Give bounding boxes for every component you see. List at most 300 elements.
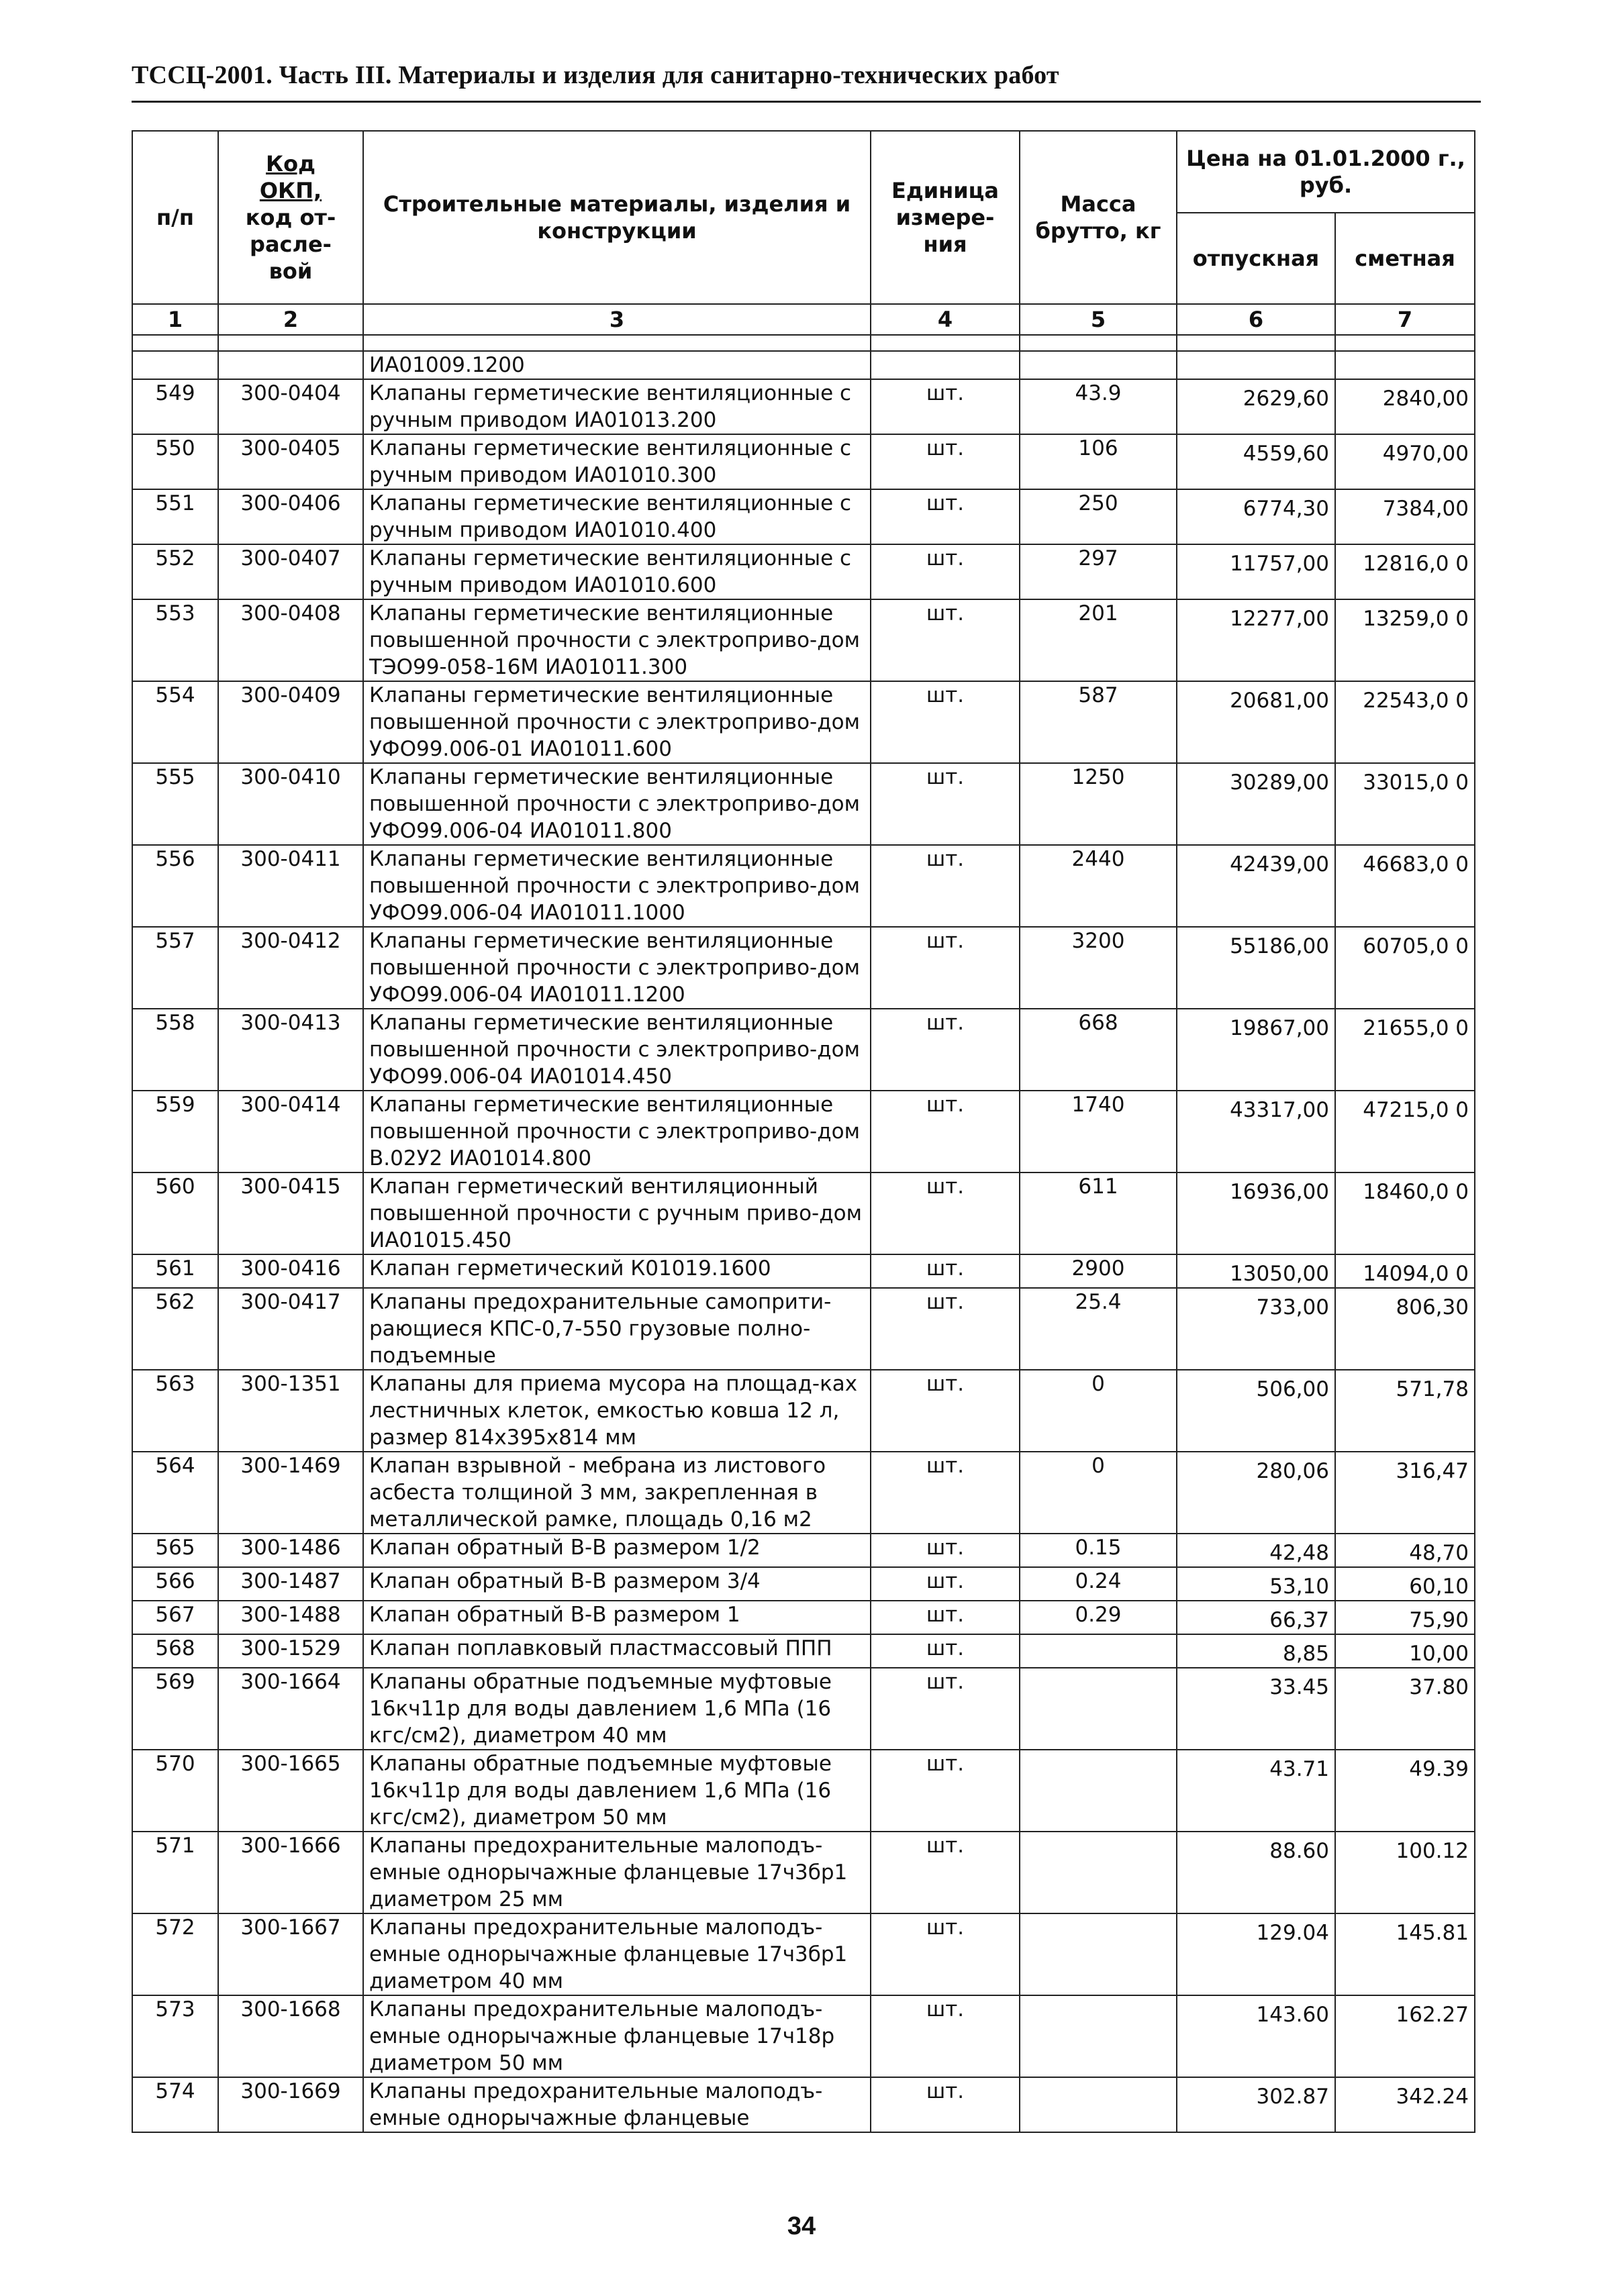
mass-cell: [1020, 434, 1177, 489]
mass: 106: [1078, 436, 1118, 460]
mass-cell: [1020, 845, 1177, 927]
unit: шт.: [926, 1011, 965, 1035]
unit: шт.: [926, 1915, 965, 1940]
materials-table: [132, 130, 1475, 2133]
price-release-cell: [1177, 1750, 1335, 1832]
header-kod-line5: вой: [269, 258, 313, 284]
table-header: [132, 131, 1475, 335]
row-number: 565: [155, 1536, 195, 1560]
okp-code: 300-1487: [240, 1569, 341, 1593]
page-number: 34: [787, 2212, 816, 2240]
okp-code: 300-0409: [240, 683, 341, 707]
price-release: 20681,00: [1230, 689, 1329, 713]
unit-cell: [871, 1832, 1020, 1913]
table-row: [132, 2077, 1475, 2132]
price-estimate-cell: [1335, 1452, 1475, 1534]
price-release-cell: [1177, 434, 1335, 489]
price-release-cell: [1177, 1668, 1335, 1750]
okp-code: 300-0413: [240, 1011, 341, 1035]
mass-cell: [1020, 763, 1177, 845]
okp-code-cell: [218, 1668, 363, 1750]
okp-code: 300-1488: [240, 1603, 341, 1627]
price-estimate-cell: [1335, 489, 1475, 544]
unit: шт.: [926, 1372, 965, 1396]
okp-code-cell: [218, 544, 363, 599]
item-name-cell: [363, 1534, 871, 1567]
item-name-cell: [363, 1634, 871, 1668]
unit-cell: [871, 1995, 1020, 2077]
item-name: Клапаны для приема мусора на площад-ках лестничных клеток, емкостью ковша 12 л, размер 814х395х814 мм: [369, 1372, 858, 1450]
price-estimate-cell: [1335, 845, 1475, 927]
item-name-cell: [363, 2077, 871, 2132]
unit-cell: [871, 1567, 1020, 1601]
unit: шт.: [926, 1175, 965, 1199]
price-estimate-cell: [1335, 2077, 1475, 2132]
mass-cell: [1020, 1452, 1177, 1534]
unit-cell: [871, 1668, 1020, 1750]
table-row: [132, 1370, 1475, 1452]
price-estimate-cell: [1335, 1750, 1475, 1832]
okp-code: 300-1668: [240, 1997, 341, 2022]
header-price: Цена на 01.01.2000 г., руб.: [1177, 131, 1475, 213]
column-number: 5: [1020, 304, 1177, 335]
unit-cell: [871, 927, 1020, 1009]
row-number-cell: [132, 1091, 218, 1172]
mass: 0: [1091, 1372, 1105, 1396]
item-name-cell: [363, 845, 871, 927]
table-row: [132, 1567, 1475, 1601]
okp-code: 300-1669: [240, 2079, 341, 2103]
item-name-cell: [363, 1172, 871, 1254]
row-number-cell: [132, 599, 218, 681]
unit-cell: [871, 544, 1020, 599]
row-number-cell: [132, 1634, 218, 1668]
row-number-cell: [132, 1601, 218, 1634]
price-release: 88.60: [1269, 1839, 1329, 1863]
price-estimate-cell: [1335, 1913, 1475, 1995]
price-release: 129.04: [1256, 1921, 1329, 1945]
okp-code: 300-0411: [240, 847, 341, 871]
mass-cell: [1020, 681, 1177, 763]
mass: 1250: [1071, 765, 1125, 789]
mass-cell: [1020, 1832, 1177, 1913]
price-estimate-cell: [1335, 434, 1475, 489]
item-name: Клапаны герметические вентиляционные с ручным приводом ИА01010.400: [369, 491, 852, 542]
unit: шт.: [926, 929, 965, 953]
table-row: [132, 927, 1475, 1009]
unit-cell: [871, 1254, 1020, 1288]
row-number: 550: [155, 436, 195, 460]
price-release-cell: [1177, 1172, 1335, 1254]
price-release-cell: [1177, 927, 1335, 1009]
row-number-cell: [132, 1913, 218, 1995]
unit-cell: [871, 1009, 1020, 1091]
row-number-cell: [132, 1370, 218, 1452]
item-name-cell: [363, 1913, 871, 1995]
table-row: [132, 1091, 1475, 1172]
okp-code: 300-0407: [240, 546, 341, 570]
unit-cell: [871, 2077, 1020, 2132]
unit: шт.: [926, 491, 965, 515]
price-estimate-cell: [1335, 544, 1475, 599]
price-release: 43.71: [1269, 1757, 1329, 1781]
unit-cell: [871, 1534, 1020, 1567]
mass-cell: [1020, 927, 1177, 1009]
okp-code: 300-1665: [240, 1752, 341, 1776]
unit-cell: [871, 1634, 1020, 1668]
item-name-cell: [363, 1995, 871, 2077]
table-row: [132, 845, 1475, 927]
price-estimate-cell: [1335, 1172, 1475, 1254]
okp-code: 300-0410: [240, 765, 341, 789]
mass-cell: [1020, 1370, 1177, 1452]
price-release-cell: [1177, 1452, 1335, 1534]
price-release-cell: [1177, 681, 1335, 763]
unit-cell: [871, 379, 1020, 434]
column-number-row: [132, 304, 1475, 335]
item-name-cell: [363, 379, 871, 434]
item-name-cell: [363, 1009, 871, 1091]
price-estimate-cell: [1335, 1091, 1475, 1172]
table-row: [132, 1172, 1475, 1254]
price-estimate: 48,70: [1409, 1541, 1469, 1565]
row-number: 566: [155, 1569, 195, 1593]
mass: 201: [1078, 601, 1118, 626]
price-release: 42,48: [1269, 1541, 1329, 1565]
row-number: 569: [155, 1670, 195, 1694]
price-release: 6774,30: [1243, 497, 1329, 521]
mass-cell: [1020, 1634, 1177, 1668]
okp-code: 300-1469: [240, 1454, 341, 1478]
row-number-cell: [132, 927, 218, 1009]
unit-cell: [871, 1750, 1020, 1832]
unit: шт.: [926, 1752, 965, 1776]
unit: шт.: [926, 1256, 965, 1281]
unit: шт.: [926, 765, 965, 789]
price-estimate-cell: [1335, 681, 1475, 763]
price-estimate: 75,90: [1409, 1608, 1469, 1632]
item-name: Клапаны предохранительные малоподъ-емные однорычажные фланцевые 17ч3бр1 диаметром 25 мм: [369, 1834, 848, 1911]
row-number: 559: [155, 1093, 195, 1117]
table-row: [132, 1452, 1475, 1534]
unit: шт.: [926, 1290, 965, 1314]
price-release-cell: [1177, 599, 1335, 681]
table-row: [132, 1634, 1475, 1668]
row-number: 564: [155, 1454, 195, 1478]
mass-cell: [1020, 599, 1177, 681]
table-row: [132, 1254, 1475, 1288]
mass-cell: [1020, 1995, 1177, 2077]
mass-cell: [1020, 1254, 1177, 1288]
okp-code: 300-1667: [240, 1915, 341, 1940]
okp-code-cell: [218, 1452, 363, 1534]
price-release-cell: [1177, 1534, 1335, 1567]
unit: шт.: [926, 436, 965, 460]
price-estimate-cell: [1335, 1534, 1475, 1567]
price-estimate: 10,00: [1409, 1642, 1469, 1666]
okp-code: 300-0412: [240, 929, 341, 953]
okp-code-cell: [218, 1567, 363, 1601]
price-release: 43317,00: [1230, 1098, 1329, 1122]
item-name: Клапаны обратные подъемные муфтовые 16кч11р для воды давлением 1,6 МПа (16 кгс/см2), диаметром 50 мм: [369, 1752, 832, 1830]
unit: шт.: [926, 1536, 965, 1560]
price-estimate-cell: [1335, 1668, 1475, 1750]
mass-cell: [1020, 1913, 1177, 1995]
unit: шт.: [926, 1454, 965, 1478]
price-estimate: 12816,0 0: [1363, 552, 1469, 576]
mass: 43.9: [1075, 381, 1122, 405]
unit: шт.: [926, 1569, 965, 1593]
okp-code-cell: [218, 1750, 363, 1832]
mass: 0.15: [1075, 1536, 1122, 1560]
price-release-cell: [1177, 1913, 1335, 1995]
okp-code-cell: [218, 1254, 363, 1288]
row-number-cell: [132, 1668, 218, 1750]
table-row: [132, 1668, 1475, 1750]
price-estimate: 21655,0 0: [1363, 1016, 1469, 1040]
item-name-cell: [363, 1288, 871, 1370]
price-release: 4559,60: [1243, 442, 1329, 466]
price-estimate: 4970,00: [1382, 442, 1469, 466]
mass-cell: [1020, 1534, 1177, 1567]
row-number-cell: [132, 544, 218, 599]
unit-cell: [871, 1288, 1020, 1370]
spacer-row: [132, 335, 1475, 351]
price-release-cell: [1177, 1254, 1335, 1288]
price-release-cell: [1177, 845, 1335, 927]
okp-code: 300-0416: [240, 1256, 341, 1281]
unit: шт.: [926, 546, 965, 570]
mass: 250: [1078, 491, 1118, 515]
table-row: [132, 1913, 1475, 1995]
item-name-cell: [363, 1750, 871, 1832]
price-estimate: 60,10: [1409, 1575, 1469, 1599]
item-name: Клапаны герметические вентиляционные повышенной прочности с электроприво-дом УФО99.006-04 ИА01011.800: [369, 765, 861, 843]
table-row: [132, 1750, 1475, 1832]
row-number: 562: [155, 1290, 195, 1314]
price-estimate: 145.81: [1396, 1921, 1469, 1945]
price-release-cell: [1177, 1288, 1335, 1370]
row-number: 574: [155, 2079, 195, 2103]
mass-cell: [1020, 544, 1177, 599]
row-number-cell: [132, 434, 218, 489]
row-number: 556: [155, 847, 195, 871]
row-number-cell: [132, 1288, 218, 1370]
price-estimate-cell: [1335, 1370, 1475, 1452]
unit: шт.: [926, 381, 965, 405]
unit: шт.: [926, 601, 965, 626]
mass: 668: [1078, 1011, 1118, 1035]
price-release-cell: [1177, 544, 1335, 599]
mass-cell: [1020, 1668, 1177, 1750]
item-name: Клапаны герметические вентиляционные повышенной прочности с электроприво-дом УФО99.006-04 ИА01014.450: [369, 1011, 861, 1089]
item-name: Клапаны герметические вентиляционные повышенной прочности с электроприво-дом ТЭО99-058-16М ИА01011.300: [369, 601, 861, 679]
row-number: 567: [155, 1603, 195, 1627]
okp-code-cell: [218, 2077, 363, 2132]
item-name: Клапан обратный В-В размером 1: [369, 1603, 740, 1627]
price-release: 733,00: [1256, 1295, 1329, 1319]
price-release-cell: [1177, 379, 1335, 434]
item-name-cell: [363, 1370, 871, 1452]
item-name: Клапаны герметические вентиляционные с ручным приводом ИА01010.300: [369, 436, 852, 487]
unit: шт.: [926, 847, 965, 871]
continuation-text: ИА01009.1200: [363, 351, 871, 379]
table-row: [132, 681, 1475, 763]
item-name: Клапан обратный В-В размером 1/2: [369, 1536, 761, 1560]
header-kod-line2: ОКП,: [259, 178, 322, 203]
okp-code-cell: [218, 1995, 363, 2077]
price-release: 8,85: [1282, 1642, 1329, 1666]
price-release-cell: [1177, 1370, 1335, 1452]
unit-cell: [871, 845, 1020, 927]
mass-cell: [1020, 379, 1177, 434]
row-number: 563: [155, 1372, 195, 1396]
price-release: 2629,60: [1243, 387, 1329, 411]
price-release-cell: [1177, 1009, 1335, 1091]
okp-code-cell: [218, 1534, 363, 1567]
price-estimate: 571,78: [1396, 1377, 1469, 1401]
mass: 1740: [1071, 1093, 1125, 1117]
okp-code-cell: [218, 1634, 363, 1668]
header-kod-line4: расле-: [250, 232, 332, 257]
header-unit: Единица измере-ния: [871, 131, 1020, 304]
okp-code-cell: [218, 1832, 363, 1913]
mass: 587: [1078, 683, 1118, 707]
item-name-cell: [363, 1601, 871, 1634]
price-estimate-cell: [1335, 763, 1475, 845]
table-row: [132, 1009, 1475, 1091]
okp-code-cell: [218, 379, 363, 434]
price-release: 12277,00: [1230, 607, 1329, 631]
price-estimate-cell: [1335, 1567, 1475, 1601]
unit-cell: [871, 1370, 1020, 1452]
mass: 611: [1078, 1175, 1118, 1199]
item-name-cell: [363, 1668, 871, 1750]
mass: 2900: [1071, 1256, 1125, 1281]
okp-code: 300-0415: [240, 1175, 341, 1199]
price-release-cell: [1177, 489, 1335, 544]
table-row: [132, 763, 1475, 845]
okp-code-cell: [218, 1913, 363, 1995]
unit-cell: [871, 1172, 1020, 1254]
price-release-cell: [1177, 1634, 1335, 1668]
okp-code: 300-1529: [240, 1636, 341, 1660]
unit-cell: [871, 1091, 1020, 1172]
price-estimate-cell: [1335, 1254, 1475, 1288]
price-estimate-cell: [1335, 1634, 1475, 1668]
unit-cell: [871, 1913, 1020, 1995]
price-release: 11757,00: [1230, 552, 1329, 576]
unit: шт.: [926, 1834, 965, 1858]
unit: шт.: [926, 1670, 965, 1694]
price-release: 19867,00: [1230, 1016, 1329, 1040]
price-estimate: 2840,00: [1382, 387, 1469, 411]
price-estimate: 14094,0 0: [1363, 1262, 1469, 1286]
price-release: 302.87: [1256, 2085, 1329, 2109]
header-price-release: отпускная: [1177, 213, 1335, 304]
row-number-cell: [132, 1254, 218, 1288]
price-release: 506,00: [1256, 1377, 1329, 1401]
price-estimate: 18460,0 0: [1363, 1180, 1469, 1204]
table-row: [132, 1288, 1475, 1370]
okp-code-cell: [218, 489, 363, 544]
row-number: 549: [155, 381, 195, 405]
price-release: 42439,00: [1230, 852, 1329, 877]
header-price-estimate: сметная: [1335, 213, 1475, 304]
unit: шт.: [926, 1603, 965, 1627]
row-number-cell: [132, 1172, 218, 1254]
mass: 3200: [1071, 929, 1125, 953]
okp-code: 300-1351: [240, 1372, 341, 1396]
price-release: 13050,00: [1230, 1262, 1329, 1286]
price-estimate: 33015,0 0: [1363, 770, 1469, 795]
mass: 0: [1091, 1454, 1105, 1478]
okp-code-cell: [218, 845, 363, 927]
item-name-cell: [363, 927, 871, 1009]
price-estimate: 342.24: [1396, 2085, 1469, 2109]
item-name: Клапаны обратные подъемные муфтовые 16кч11р для воды давлением 1,6 МПа (16 кгс/см2), диаметром 40 мм: [369, 1670, 832, 1748]
okp-code-cell: [218, 763, 363, 845]
row-number-cell: [132, 845, 218, 927]
price-estimate-cell: [1335, 379, 1475, 434]
mass: 2440: [1071, 847, 1125, 871]
item-name-cell: [363, 1832, 871, 1913]
mass-cell: [1020, 2077, 1177, 2132]
price-estimate: 162.27: [1396, 2003, 1469, 2027]
item-name: Клапан герметический вентиляционный повышенной прочности с ручным приво-дом ИА01015.450: [369, 1175, 863, 1252]
price-estimate: 316,47: [1396, 1459, 1469, 1483]
price-release: 33.45: [1269, 1675, 1329, 1699]
header-rule: [132, 101, 1481, 103]
row-number-cell: [132, 1995, 218, 2077]
price-estimate: 806,30: [1396, 1295, 1469, 1319]
okp-code-cell: [218, 1288, 363, 1370]
price-release: 143.60: [1256, 2003, 1329, 2027]
item-name-cell: [363, 681, 871, 763]
row-number: 555: [155, 765, 195, 789]
price-estimate: 13259,0 0: [1363, 607, 1469, 631]
item-name: Клапан взрывной - мебрана из листового асбеста толщиной 3 мм, закрепленная в металлической рамке, площадь 0,16 м2: [369, 1454, 826, 1532]
item-name-cell: [363, 1091, 871, 1172]
mass: 0.24: [1075, 1569, 1122, 1593]
unit-cell: [871, 1601, 1020, 1634]
mass-cell: [1020, 489, 1177, 544]
row-number: 572: [155, 1915, 195, 1940]
unit: шт.: [926, 2079, 965, 2103]
row-number-cell: [132, 379, 218, 434]
price-release-cell: [1177, 1601, 1335, 1634]
okp-code-cell: [218, 1091, 363, 1172]
unit-cell: [871, 489, 1020, 544]
price-release: 16936,00: [1230, 1180, 1329, 1204]
row-number-cell: [132, 2077, 218, 2132]
price-estimate: 7384,00: [1382, 497, 1469, 521]
column-number: 2: [218, 304, 363, 335]
item-name: Клапаны герметические вентиляционные с ручным приводом ИА01010.600: [369, 546, 852, 597]
mass: 25.4: [1075, 1290, 1122, 1314]
unit-cell: [871, 434, 1020, 489]
okp-code: 300-1664: [240, 1670, 341, 1694]
unit: шт.: [926, 1093, 965, 1117]
unit-cell: [871, 763, 1020, 845]
row-number: 558: [155, 1011, 195, 1035]
item-name: Клапаны герметические вентиляционные с ручным приводом ИА01013.200: [369, 381, 852, 432]
unit-cell: [871, 681, 1020, 763]
price-release: 66,37: [1269, 1608, 1329, 1632]
price-release-cell: [1177, 1567, 1335, 1601]
unit-cell: [871, 599, 1020, 681]
item-name: Клапаны предохранительные малоподъ-емные однорычажные фланцевые: [369, 2079, 823, 2130]
